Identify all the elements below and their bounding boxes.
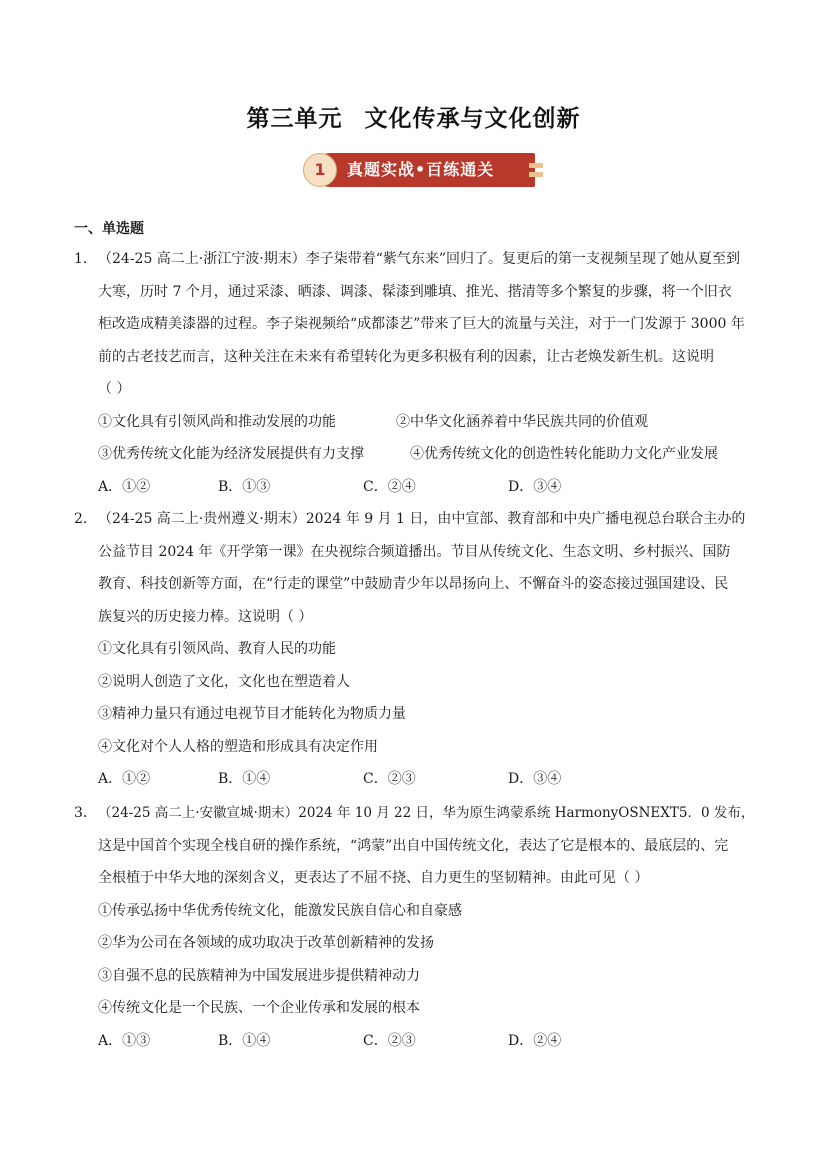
stem-line: 前的古老技艺而言，这种关注在未来有希望转化为更多积极有利的因素，让古老焕发新生机。这说明 bbox=[98, 348, 714, 365]
choice-b[interactable]: B．①④ bbox=[218, 771, 271, 787]
choice-a[interactable]: A．①② bbox=[98, 478, 151, 495]
option-row bbox=[98, 698, 754, 731]
banner-number-badge: 1 bbox=[303, 153, 337, 187]
option-row bbox=[98, 731, 754, 764]
question-stem bbox=[98, 797, 754, 895]
option-statement: ③优秀传统文化能为经济发展提供有力支撑 bbox=[98, 446, 364, 462]
choice-d[interactable]: D．②④ bbox=[508, 1032, 562, 1049]
choice-a[interactable]: A．①③ bbox=[98, 1032, 151, 1049]
question-stem bbox=[98, 503, 754, 633]
page-title bbox=[0, 100, 827, 133]
option-row bbox=[98, 992, 754, 1025]
choice-b[interactable]: B．①④ bbox=[218, 1032, 271, 1049]
stem-line: 族复兴的历史接力棒。这说明（ ） bbox=[98, 608, 313, 625]
option-row bbox=[98, 927, 754, 960]
option-row bbox=[98, 666, 754, 699]
option-statement: ②中华文化涵养着中华民族共同的价值观 bbox=[396, 413, 648, 430]
section-heading: 一、单选题 bbox=[74, 221, 144, 237]
stem-line: 全根植于中华大地的深刻含义，更表达了不屈不挠、自力更生的坚韧精神。由此可见（ ） bbox=[98, 870, 649, 886]
option-statement: ④文化对个人人格的塑造和形成具有决定作用 bbox=[98, 738, 378, 755]
choice-c[interactable]: C．②④ bbox=[363, 478, 416, 495]
stem-line: 教育、科技创新等方面，在“行走的课堂”中鼓励青少年以昂扬向上、不懈奋斗的姿态接过强国建设、民 bbox=[98, 576, 729, 592]
answer-choices bbox=[98, 763, 754, 796]
option-statement: ①文化具有引领风尚和推动发展的功能 bbox=[98, 413, 336, 430]
option-statement: ③精神力量只有通过电视节目才能转化为物质力量 bbox=[98, 706, 406, 722]
stem-line: （24-25 高二上·贵州遵义·期末）2024 年 9 月 1 日，由中宣部、教育部和中央广播电视总台联合主办的 bbox=[98, 511, 746, 527]
option-row bbox=[98, 960, 754, 993]
stem-line: （24-25 高二上·浙江宁波·期末）李子柒带着“紫气东来”回归了。复更后的第一支视频呈现了她从夏至到 bbox=[98, 251, 741, 267]
unit-label: 第三单元 bbox=[246, 106, 343, 132]
question-number: 1． bbox=[74, 251, 97, 267]
choice-d[interactable]: D．③④ bbox=[508, 478, 562, 495]
choice-c[interactable]: C．②③ bbox=[363, 1032, 416, 1049]
option-statement: ②说明人创造了文化，文化也在塑造着人 bbox=[98, 673, 350, 690]
unit-topic: 文化传承与文化创新 bbox=[364, 106, 581, 132]
question-3 bbox=[74, 797, 754, 1057]
option-row bbox=[98, 406, 754, 439]
section-banner bbox=[303, 153, 543, 189]
stem-line: 柜改造成精美漆器的过程。李子柒视频给“成都漆艺”带来了巨大的流量与关注，对于一门发源于 3000 年 bbox=[98, 316, 745, 332]
stem-line: 大寒，历时 7 个月，通过采漆、晒漆、调漆、髹漆到雕填、推光、揩清等多个繁复的步骤，将一个旧衣 bbox=[98, 283, 732, 300]
option-statement: ④优秀传统文化的创造性转化能助力文化产业发展 bbox=[410, 446, 718, 462]
option-statement: ③自强不息的民族精神为中国发展进步提供精神动力 bbox=[98, 967, 420, 984]
choice-c[interactable]: C．②③ bbox=[363, 771, 416, 787]
option-statement: ②华为公司在各领域的成功取决于改革创新精神的发扬 bbox=[98, 935, 434, 951]
banner-tail-stripe bbox=[529, 163, 543, 168]
option-row bbox=[98, 633, 754, 666]
stem-line: 这是中国首个实现全栈自研的操作系统，“鸿蒙”出自中国传统文化，表达了它是根本的、最底层的、完 bbox=[98, 837, 729, 854]
option-row bbox=[98, 895, 754, 928]
banner-label: 真题实战•百练通关 bbox=[347, 160, 495, 179]
answer-choices bbox=[98, 471, 754, 504]
choice-b[interactable]: B．①③ bbox=[218, 478, 271, 495]
banner-tail-stripe bbox=[529, 172, 543, 177]
question-stem bbox=[98, 243, 754, 406]
question-number: 2． bbox=[74, 511, 97, 527]
option-statement: ④传统文化是一个民族、一个企业传承和发展的根本 bbox=[98, 1000, 420, 1016]
question-number: 3． bbox=[74, 805, 97, 821]
choice-a[interactable]: A．①② bbox=[98, 771, 151, 787]
stem-line: （ ） bbox=[98, 381, 131, 397]
question-2 bbox=[74, 503, 754, 796]
choice-d[interactable]: D．③④ bbox=[508, 771, 562, 787]
stem-line: 公益节目 2024 年《开学第一课》在央视综合频道播出。节目从传统文化、生态文明、乡村振兴、国防 bbox=[98, 543, 731, 560]
option-statement: ①传承弘扬中华优秀传统文化，能激发民族自信心和自豪感 bbox=[98, 902, 462, 919]
option-statement: ①文化具有引领风尚、教育人民的功能 bbox=[98, 641, 336, 657]
option-row bbox=[98, 438, 754, 471]
answer-choices bbox=[98, 1025, 754, 1058]
question-1 bbox=[74, 243, 754, 503]
stem-line: （24-25 高二上·安徽宣城·期末）2024 年 10 月 22 日，华为原生鸿蒙系统 HarmonyOSNEXT5．0 发布， bbox=[98, 805, 755, 821]
